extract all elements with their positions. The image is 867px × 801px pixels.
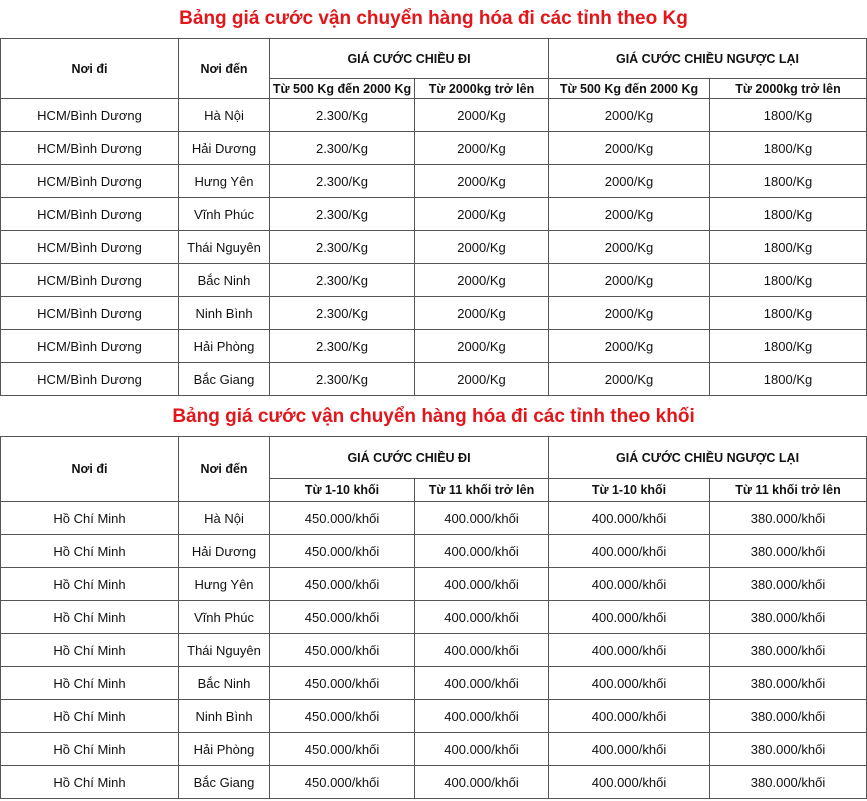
table-row (1, 766, 867, 799)
cell-return-tier-2: 1800/Kg (710, 330, 867, 363)
cell-outbound-tier-2: 2000/Kg (415, 330, 549, 363)
cell-outbound-tier-2: 2000/Kg (415, 363, 549, 396)
cell-return-tier-1: 2000/Kg (549, 198, 710, 231)
cell-origin: Hồ Chí Minh (1, 733, 179, 766)
cell-origin: Hồ Chí Minh (1, 502, 179, 535)
cell-outbound-tier-1: 2.300/Kg (270, 132, 415, 165)
header-outbound-tier-2: Từ 11 khối trở lên (415, 479, 549, 502)
cell-outbound-tier-2: 400.000/khối (415, 568, 549, 601)
table-row (1, 733, 867, 766)
cell-outbound-tier-1: 450.000/khối (270, 700, 415, 733)
table-row (1, 264, 867, 297)
cell-outbound-tier-2: 400.000/khối (415, 634, 549, 667)
header-return-tier-2: Từ 11 khối trở lên (710, 479, 867, 502)
cell-return-tier-2: 1800/Kg (710, 132, 867, 165)
cell-return-tier-1: 2000/Kg (549, 264, 710, 297)
cell-outbound-tier-2: 400.000/khối (415, 535, 549, 568)
cell-destination: Bắc Giang (179, 363, 270, 396)
table-row (1, 601, 867, 634)
cell-outbound-tier-1: 2.300/Kg (270, 231, 415, 264)
cell-outbound-tier-1: 450.000/khối (270, 568, 415, 601)
cell-return-tier-2: 380.000/khối (710, 667, 867, 700)
cell-origin: HCM/Bình Dương (1, 330, 179, 363)
cell-outbound-tier-2: 400.000/khối (415, 667, 549, 700)
cell-return-tier-1: 400.000/khối (549, 568, 710, 601)
cell-outbound-tier-1: 450.000/khối (270, 601, 415, 634)
header-origin: Nơi đi (1, 437, 179, 502)
table-row (1, 634, 867, 667)
cell-outbound-tier-1: 450.000/khối (270, 766, 415, 799)
cell-return-tier-1: 2000/Kg (549, 330, 710, 363)
cell-outbound-tier-2: 2000/Kg (415, 99, 549, 132)
cell-destination: Ninh Bình (179, 297, 270, 330)
cell-return-tier-2: 1800/Kg (710, 297, 867, 330)
cell-outbound-tier-1: 450.000/khối (270, 667, 415, 700)
cell-return-tier-1: 2000/Kg (549, 231, 710, 264)
cell-return-tier-1: 400.000/khối (549, 733, 710, 766)
header-return-tier-1: Từ 500 Kg đến 2000 Kg (549, 79, 710, 99)
cell-return-tier-2: 380.000/khối (710, 568, 867, 601)
cell-return-tier-1: 2000/Kg (549, 99, 710, 132)
cell-origin: HCM/Bình Dương (1, 165, 179, 198)
cell-origin: Hồ Chí Minh (1, 568, 179, 601)
cell-return-tier-1: 400.000/khối (549, 700, 710, 733)
header-outbound-tier-1: Từ 500 Kg đến 2000 Kg (270, 79, 415, 99)
header-group-return: GIÁ CƯỚC CHIỀU NGƯỢC LẠI (549, 437, 867, 479)
cell-destination: Hưng Yên (179, 165, 270, 198)
cell-origin: HCM/Bình Dương (1, 297, 179, 330)
table-row (1, 667, 867, 700)
cell-outbound-tier-2: 400.000/khối (415, 601, 549, 634)
cell-return-tier-1: 400.000/khối (549, 502, 710, 535)
cell-origin: Hồ Chí Minh (1, 634, 179, 667)
header-group-outbound: GIÁ CƯỚC CHIỀU ĐI (270, 39, 549, 79)
table-row (1, 502, 867, 535)
cell-outbound-tier-2: 400.000/khối (415, 700, 549, 733)
cell-return-tier-2: 1800/Kg (710, 165, 867, 198)
cell-origin: HCM/Bình Dương (1, 264, 179, 297)
table-title: Bảng giá cước vận chuyển hàng hóa đi các tỉnh theo khối (1, 398, 867, 437)
cell-destination: Ninh Bình (179, 700, 270, 733)
header-group-outbound: GIÁ CƯỚC CHIỀU ĐI (270, 437, 549, 479)
table-title: Bảng giá cước vận chuyển hàng hóa đi các tỉnh theo Kg (1, 0, 867, 39)
cell-return-tier-1: 400.000/khối (549, 601, 710, 634)
cell-return-tier-2: 1800/Kg (710, 264, 867, 297)
cell-destination: Bắc Ninh (179, 264, 270, 297)
cell-return-tier-2: 1800/Kg (710, 231, 867, 264)
table-row (1, 99, 867, 132)
cell-origin: Hồ Chí Minh (1, 535, 179, 568)
cell-destination: Hà Nội (179, 99, 270, 132)
cell-destination: Hưng Yên (179, 568, 270, 601)
cell-destination: Hải Dương (179, 535, 270, 568)
header-return-tier-2: Từ 2000kg trở lên (710, 79, 867, 99)
header-group-return: GIÁ CƯỚC CHIỀU NGƯỢC LẠI (549, 39, 867, 79)
cell-destination: Vĩnh Phúc (179, 198, 270, 231)
cell-origin: HCM/Bình Dương (1, 198, 179, 231)
table-row (1, 198, 867, 231)
cell-return-tier-1: 2000/Kg (549, 363, 710, 396)
cell-origin: Hồ Chí Minh (1, 601, 179, 634)
cell-return-tier-2: 1800/Kg (710, 99, 867, 132)
cell-outbound-tier-2: 400.000/khối (415, 733, 549, 766)
cell-return-tier-2: 380.000/khối (710, 535, 867, 568)
cell-return-tier-2: 380.000/khối (710, 700, 867, 733)
cell-outbound-tier-1: 450.000/khối (270, 502, 415, 535)
cell-destination: Thái Nguyên (179, 634, 270, 667)
cell-outbound-tier-2: 400.000/khối (415, 766, 549, 799)
cell-destination: Bắc Ninh (179, 667, 270, 700)
cell-destination: Hải Phòng (179, 733, 270, 766)
header-origin: Nơi đi (1, 39, 179, 99)
cell-outbound-tier-1: 450.000/khối (270, 535, 415, 568)
cell-origin: Hồ Chí Minh (1, 667, 179, 700)
header-return-tier-1: Từ 1-10 khối (549, 479, 710, 502)
cell-destination: Hải Phòng (179, 330, 270, 363)
cell-outbound-tier-2: 2000/Kg (415, 165, 549, 198)
price-table-block-body (1, 398, 867, 799)
cell-return-tier-1: 400.000/khối (549, 667, 710, 700)
cell-outbound-tier-2: 2000/Kg (415, 198, 549, 231)
cell-outbound-tier-2: 400.000/khối (415, 502, 549, 535)
cell-outbound-tier-1: 2.300/Kg (270, 264, 415, 297)
table-row (1, 700, 867, 733)
cell-return-tier-2: 380.000/khối (710, 766, 867, 799)
table-row (1, 568, 867, 601)
cell-outbound-tier-1: 450.000/khối (270, 634, 415, 667)
table-row (1, 132, 867, 165)
cell-outbound-tier-1: 2.300/Kg (270, 330, 415, 363)
table-row (1, 535, 867, 568)
cell-outbound-tier-1: 2.300/Kg (270, 165, 415, 198)
cell-return-tier-1: 2000/Kg (549, 297, 710, 330)
header-outbound-tier-2: Từ 2000kg trở lên (415, 79, 549, 99)
cell-outbound-tier-2: 2000/Kg (415, 132, 549, 165)
table-row (1, 363, 867, 396)
cell-origin: HCM/Bình Dương (1, 99, 179, 132)
table-row (1, 165, 867, 198)
price-table-kg-body (1, 0, 867, 396)
cell-return-tier-2: 380.000/khối (710, 733, 867, 766)
cell-destination: Bắc Giang (179, 766, 270, 799)
cell-outbound-tier-1: 450.000/khối (270, 733, 415, 766)
cell-outbound-tier-2: 2000/Kg (415, 264, 549, 297)
cell-origin: HCM/Bình Dương (1, 132, 179, 165)
cell-return-tier-1: 400.000/khối (549, 634, 710, 667)
cell-return-tier-2: 1800/Kg (710, 198, 867, 231)
cell-origin: HCM/Bình Dương (1, 363, 179, 396)
cell-origin: HCM/Bình Dương (1, 231, 179, 264)
cell-destination: Hải Dương (179, 132, 270, 165)
table-row (1, 297, 867, 330)
cell-return-tier-2: 380.000/khối (710, 601, 867, 634)
cell-return-tier-1: 2000/Kg (549, 165, 710, 198)
cell-outbound-tier-1: 2.300/Kg (270, 99, 415, 132)
cell-destination: Hà Nội (179, 502, 270, 535)
cell-destination: Vĩnh Phúc (179, 601, 270, 634)
cell-outbound-tier-1: 2.300/Kg (270, 297, 415, 330)
cell-origin: Hồ Chí Minh (1, 766, 179, 799)
header-outbound-tier-1: Từ 1-10 khối (270, 479, 415, 502)
cell-return-tier-2: 1800/Kg (710, 363, 867, 396)
price-table-kg (0, 0, 867, 396)
header-destination: Nơi đến (179, 39, 270, 99)
header-destination: Nơi đến (179, 437, 270, 502)
cell-destination: Thái Nguyên (179, 231, 270, 264)
price-table-block (0, 398, 867, 799)
cell-outbound-tier-1: 2.300/Kg (270, 198, 415, 231)
cell-return-tier-1: 400.000/khối (549, 535, 710, 568)
cell-return-tier-2: 380.000/khối (710, 634, 867, 667)
cell-outbound-tier-1: 2.300/Kg (270, 363, 415, 396)
cell-return-tier-2: 380.000/khối (710, 502, 867, 535)
cell-return-tier-1: 400.000/khối (549, 766, 710, 799)
cell-outbound-tier-2: 2000/Kg (415, 297, 549, 330)
cell-return-tier-1: 2000/Kg (549, 132, 710, 165)
cell-origin: Hồ Chí Minh (1, 700, 179, 733)
table-row (1, 231, 867, 264)
cell-outbound-tier-2: 2000/Kg (415, 231, 549, 264)
table-row (1, 330, 867, 363)
